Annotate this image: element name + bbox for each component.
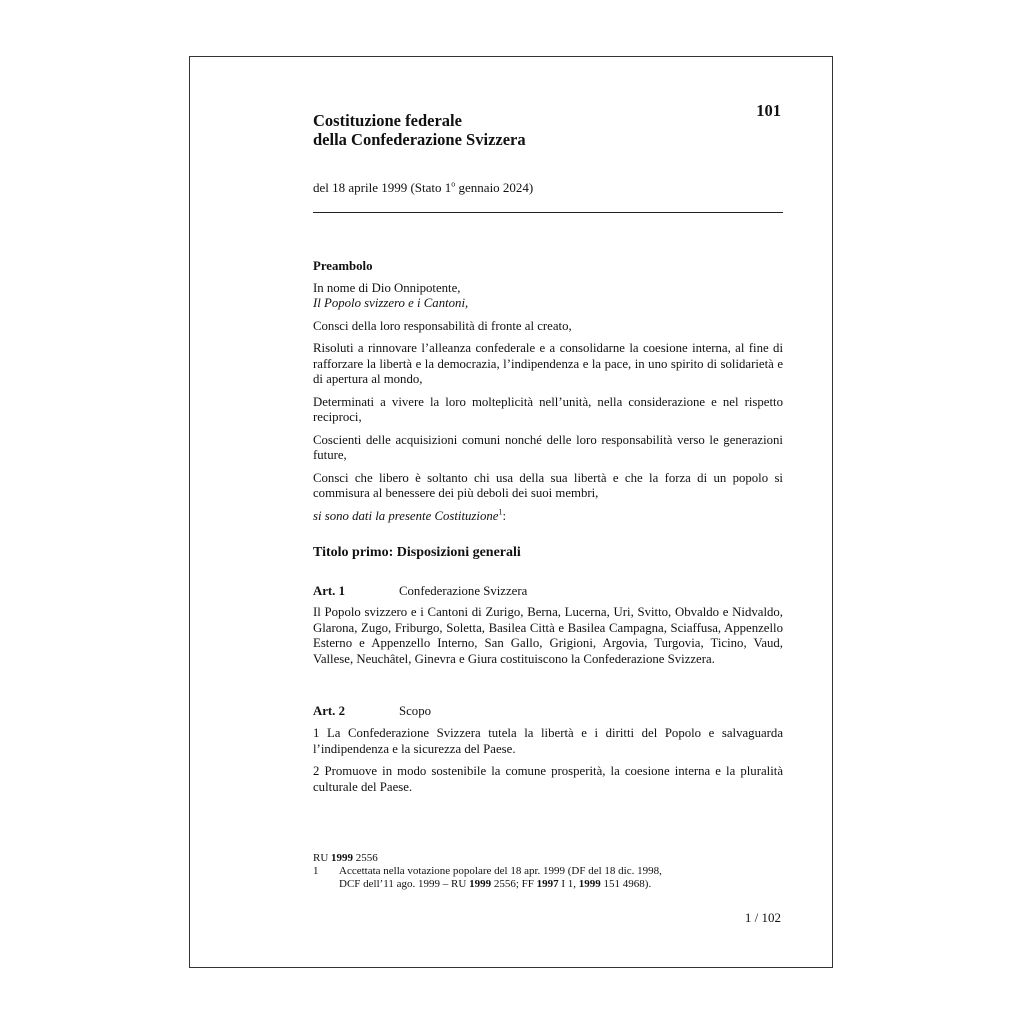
article-2-paragraph-1: 1 La Confederazione Svizzera tutela la libertà e i diritti del Popolo e salvaguarda l’indipendenza e la sicurezza del Paese. xyxy=(313,726,783,756)
date-prefix: del 18 aprile 1999 (Stato 1 xyxy=(313,180,452,195)
footnote-ref[interactable]: 1 xyxy=(498,507,503,517)
preamble-closing xyxy=(313,509,783,525)
article-1-title: Confederazione Svizzera xyxy=(399,584,528,598)
preamble-heading: Preambolo xyxy=(313,259,373,273)
preamble-clause-3: Determinati a vivere la loro molteplicità nell’unità, nella considerazione e nel rispetto reciproci, xyxy=(313,394,783,424)
article-2-number: Art. 2 xyxy=(313,704,345,718)
preamble-clause-2: Risoluti a rinnovare l’alleanza confederale e a consolidarne la coesione interna, al fine di rafforzare la libertà e la democrazia, l’indipendenza e la pace, in uno spirito di solidarietà e di apertura al mondo, xyxy=(313,341,783,386)
article-1-heading xyxy=(313,584,527,599)
preamble-clause-1: Consci della loro responsabilità di fronte al creato, xyxy=(313,318,572,333)
title-divider xyxy=(313,212,783,213)
article-1-paragraph: Il Popolo svizzero e i Cantoni di Zurigo, Berna, Lucerna, Uri, Svitto, Obvaldo e Nidvaldo, Glarona, Zugo, Friburgo, Soletta, Basilea Città e Basilea Campagna, Sciaffusa, Appenzello Esterno e Appenzello Interno, San Gallo, Grigioni, Argovia, Turgovia, Ticino, Vaud, Vallese, Neuchâtel, Ginevra e Giura costituiscono la Confederazione Svizzera. xyxy=(313,605,783,666)
preamble-closing-text: si sono dati la presente Costituzione xyxy=(313,508,499,523)
article-2-paragraph-2: 2 Promuove in modo sostenibile la comune prosperità, la coesione interna e la pluralità culturale del Paese. xyxy=(313,764,783,794)
article-2-body xyxy=(313,726,783,802)
footnote-1-text: Accettata nella votazione popolare del 18 apr. 1999 (DF del 18 dic. 1998, DCF dell’11 ago. 1999 – RU 1999 2556; FF 1997 I 1, 1999 151 4968). xyxy=(339,865,662,890)
page-number: 1 / 102 xyxy=(744,910,781,925)
ru-reference: RU 1999 2556 xyxy=(313,852,378,864)
preamble xyxy=(313,259,783,531)
footnotes xyxy=(313,852,783,891)
document-page xyxy=(189,56,833,968)
footnote-1 xyxy=(313,865,783,891)
preamble-clause-4: Coscienti delle acquisizioni comuni nonché delle loro responsabilità verso le generazioni future, xyxy=(313,432,783,462)
footnote-1-mark: 1 xyxy=(313,865,319,877)
article-1-body xyxy=(313,605,783,674)
preamble-invocation: In nome di Dio Onnipotente, xyxy=(313,280,461,295)
document-title xyxy=(313,111,526,149)
date-suffix: gennaio 2024) xyxy=(455,180,534,195)
preamble-closing-tail: : xyxy=(502,508,506,523)
article-2-title: Scopo xyxy=(399,704,431,718)
title-one-heading: Titolo primo: Disposizioni generali xyxy=(313,545,521,560)
title-line-2: della Confederazione Svizzera xyxy=(313,130,526,149)
title-line-1: Costituzione federale xyxy=(313,111,462,130)
date-superscript: o xyxy=(451,179,456,189)
date-line xyxy=(313,180,533,196)
preamble-clause-5: Consci che libero è soltanto chi usa della sua libertà e che la forza di un popolo si commisura al benessere dei più deboli dei suoi membri, xyxy=(313,470,783,500)
article-2-heading xyxy=(313,704,431,719)
sr-number: 101 xyxy=(756,101,781,120)
article-1-number: Art. 1 xyxy=(313,584,345,598)
preamble-subject: Il Popolo svizzero e i Cantoni, xyxy=(313,296,469,310)
